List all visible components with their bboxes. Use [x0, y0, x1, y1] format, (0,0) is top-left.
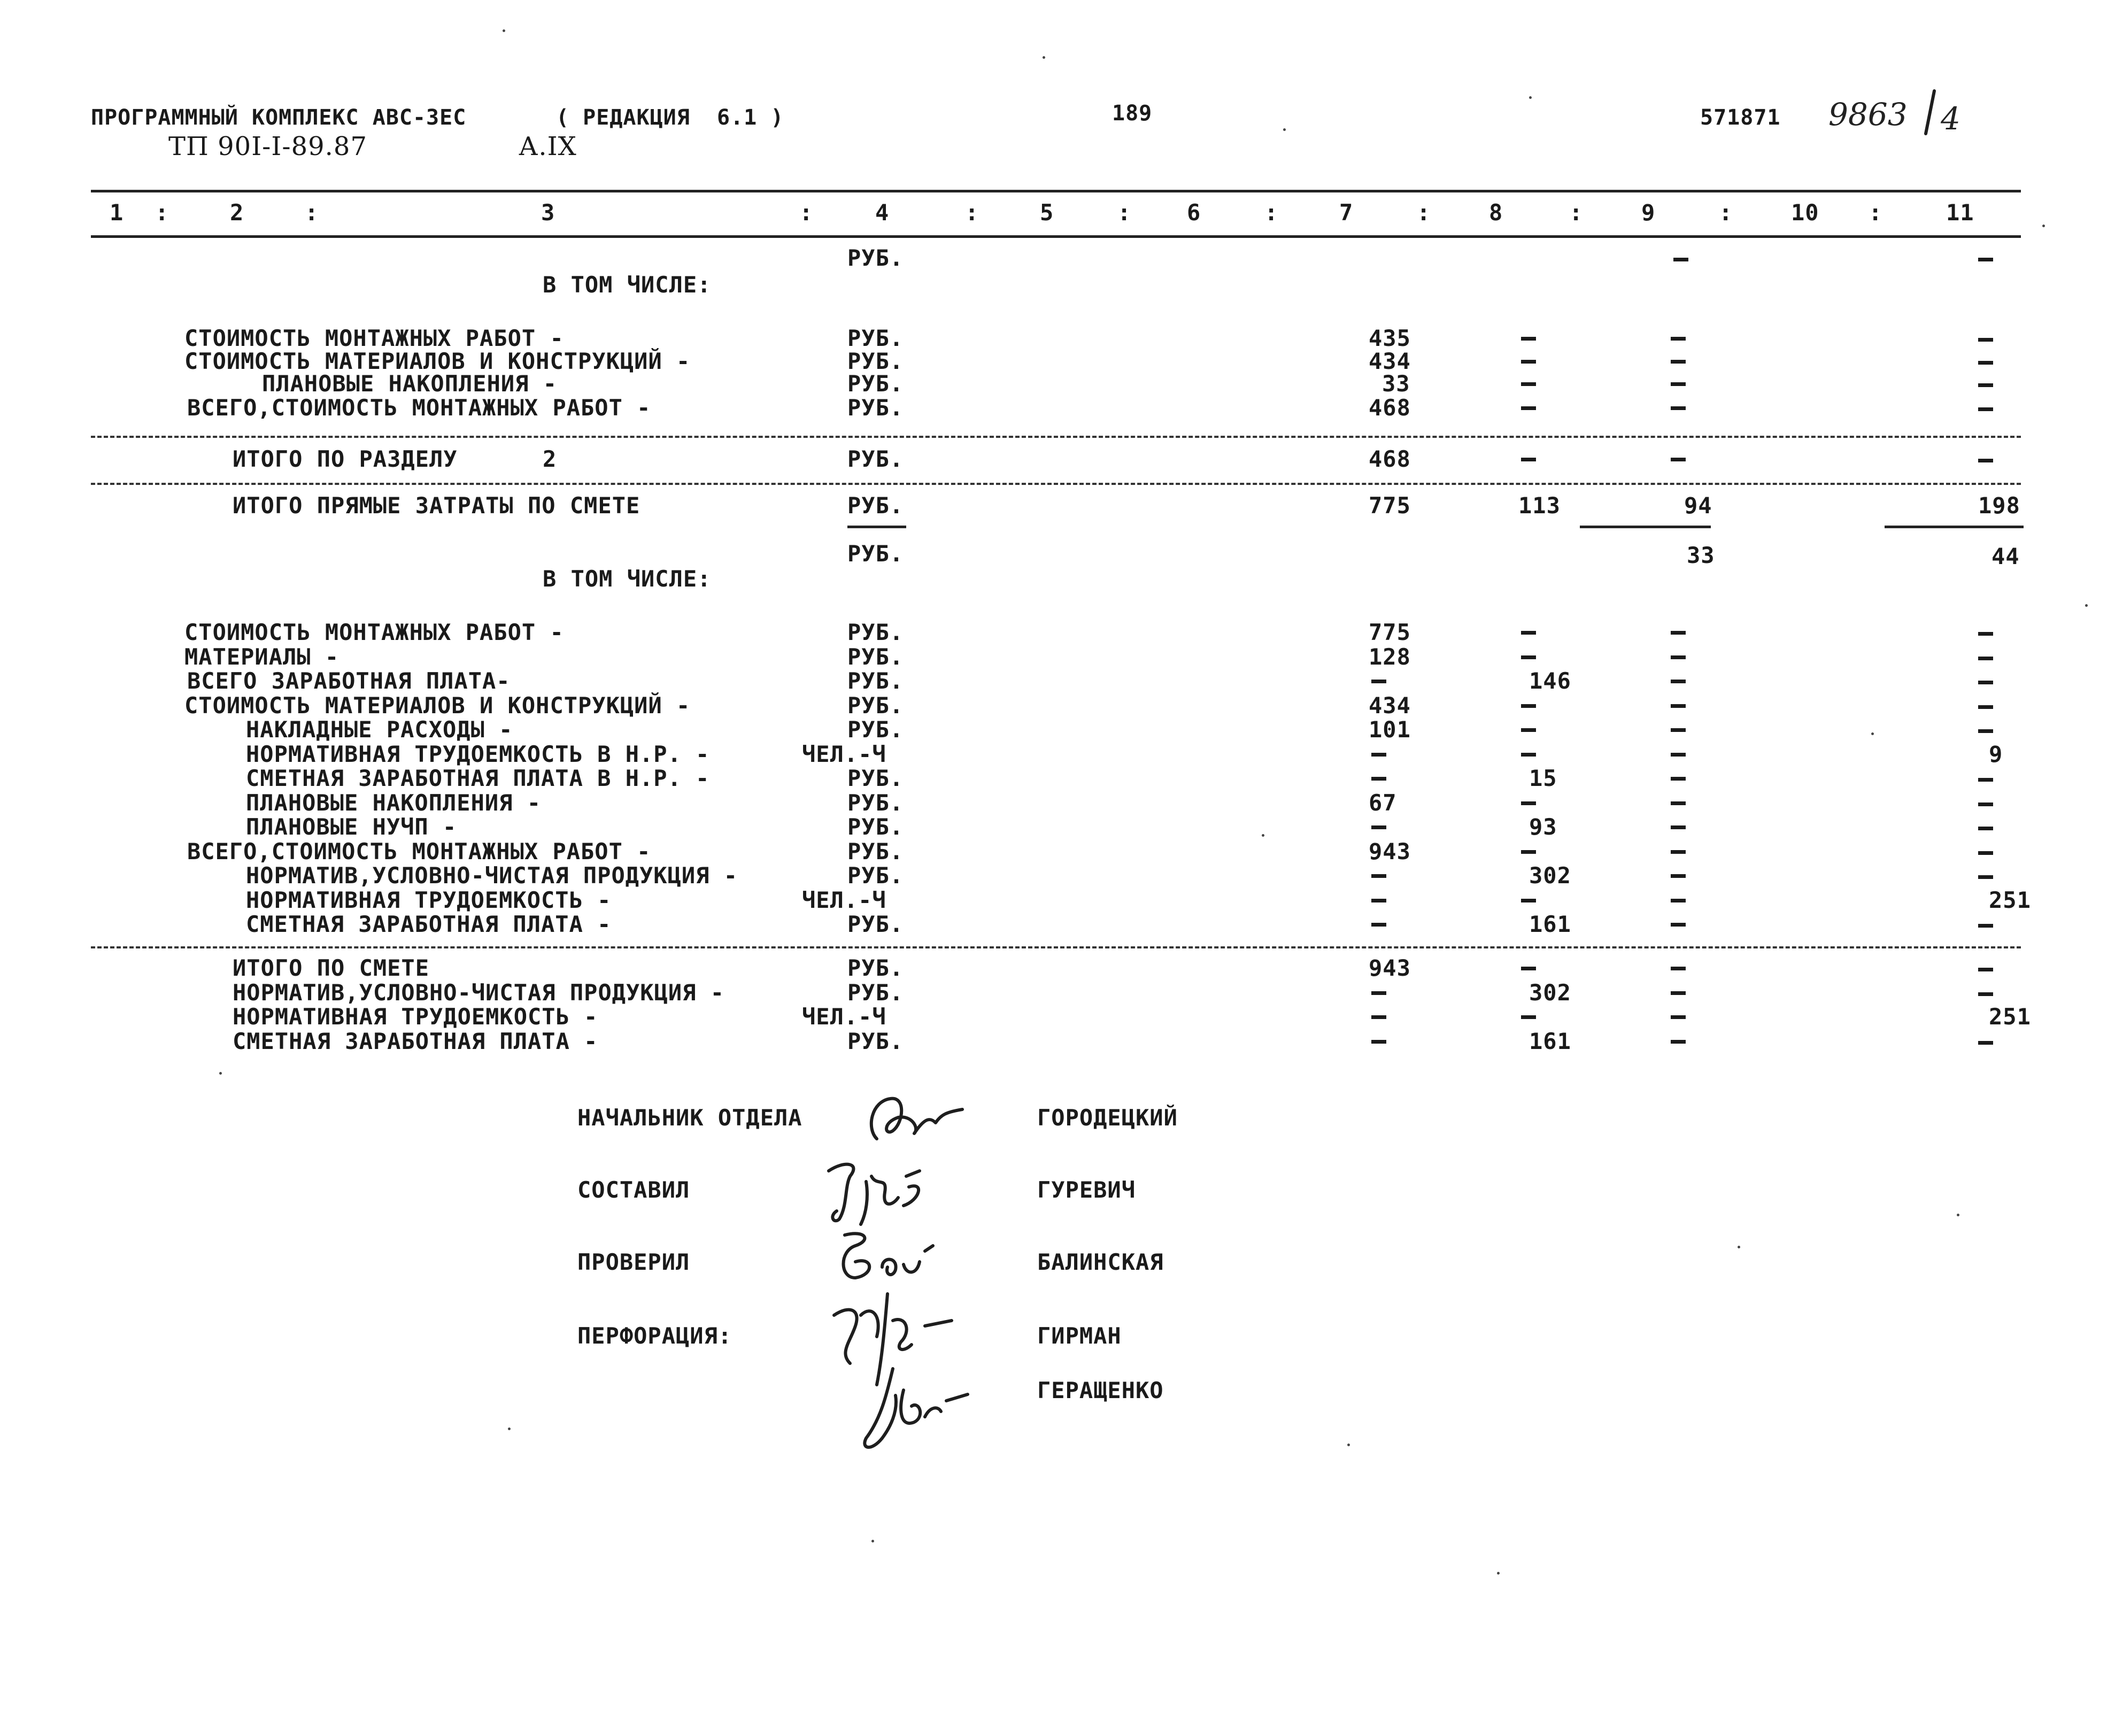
- underline: [1580, 526, 1711, 528]
- dash-mark: [1978, 681, 1993, 684]
- dash-mark: [1671, 777, 1686, 781]
- dash-mark: [1371, 777, 1386, 781]
- unit-cell: РУБ.: [847, 245, 904, 271]
- dash-mark: [1521, 801, 1536, 805]
- signature-role: ПРОВЕРИЛ: [577, 1249, 690, 1275]
- dash-mark: [1371, 680, 1386, 683]
- dash-mark: [1978, 1041, 1993, 1045]
- unit-cell: РУБ.: [847, 955, 904, 981]
- cell-col7: 775: [1369, 492, 1411, 519]
- scan-speck: [1738, 1246, 1740, 1248]
- cell-col11: 251: [1989, 886, 2031, 913]
- unit-cell: РУБ.: [847, 348, 904, 374]
- cell-col11: 251: [1989, 1004, 2031, 1030]
- unit-cell: РУБ.: [847, 395, 904, 421]
- dash-mark: [1671, 1040, 1686, 1044]
- scan-speck: [1497, 1572, 1500, 1575]
- row-label: НАКЛАДНЫЕ РАСХОДЫ -: [246, 716, 513, 743]
- row-label: СМЕТНАЯ ЗАРАБОТНАЯ ПЛАТА -: [246, 911, 612, 937]
- dash-mark: [1671, 1015, 1686, 1019]
- unit-cell: РУБ.: [847, 862, 904, 889]
- dash-mark: [1371, 991, 1386, 995]
- column-header: 7: [1339, 199, 1354, 226]
- column-separator: :: [305, 199, 319, 226]
- dash-mark: [1671, 923, 1686, 927]
- dash-mark: [1978, 851, 1993, 855]
- cell-col7: 128: [1369, 643, 1411, 670]
- dash-mark: [1978, 778, 1993, 782]
- cell-col7: 468: [1369, 446, 1411, 472]
- cell-col8: 15: [1529, 765, 1557, 791]
- cell-col7: 434: [1369, 348, 1411, 374]
- dash-mark: [1521, 850, 1536, 854]
- dash-mark: [1521, 967, 1536, 970]
- handwritten-signature: [861, 1085, 968, 1149]
- row-divider: [91, 436, 2021, 438]
- signature-role: НАЧАЛЬНИК ОТДЕЛА: [577, 1105, 802, 1131]
- column-separator: :: [1117, 199, 1132, 226]
- column-header: 11: [1946, 199, 1974, 226]
- column-header: 6: [1187, 199, 1201, 226]
- dash-mark: [1671, 631, 1686, 635]
- dash-mark: [1371, 874, 1386, 878]
- handwritten-signature: [818, 1155, 946, 1230]
- cell-col8: 93: [1529, 814, 1557, 840]
- handwritten-reference: 9863: [1828, 96, 1908, 133]
- dash-mark: [1671, 728, 1686, 732]
- dash-mark: [1521, 1015, 1536, 1019]
- cell-col8: 146: [1529, 668, 1571, 694]
- cell-col8: 113: [1518, 492, 1561, 519]
- dash-mark: [1978, 632, 1993, 636]
- table-top-border: [91, 190, 2021, 192]
- dash-mark: [1671, 337, 1686, 341]
- unit-cell: ЧЕЛ.-Ч: [802, 886, 886, 913]
- column-header-bottom-border: [91, 235, 2021, 238]
- dash-mark: [1978, 968, 1993, 971]
- dash-mark: [1371, 753, 1386, 757]
- column-separator: :: [799, 199, 814, 226]
- dash-mark: [1978, 657, 1993, 660]
- cell-col7: 943: [1369, 838, 1411, 865]
- dash-mark: [1671, 406, 1686, 410]
- column-separator: :: [155, 199, 169, 226]
- row-label: СМЕТНАЯ ЗАРАБОТНАЯ ПЛАТА В Н.Р. -: [246, 765, 710, 791]
- row-divider: [91, 946, 2021, 948]
- dash-mark: [1978, 407, 1993, 411]
- cell-col7: 775: [1369, 619, 1411, 645]
- unit-cell: РУБ.: [847, 541, 904, 567]
- row-label: ИТОГО ПО РАЗДЕЛУ: [233, 446, 458, 472]
- dash-mark: [1978, 459, 1993, 462]
- dash-mark: [1371, 1040, 1386, 1044]
- signature-name: БАЛИНСКАЯ: [1037, 1249, 1164, 1275]
- dash-mark: [1521, 337, 1536, 341]
- row-label: СТОИМОСТЬ МОНТАЖНЫХ РАБОТ -: [184, 325, 564, 351]
- unit-cell: РУБ.: [847, 619, 904, 645]
- column-header: 8: [1489, 199, 1503, 226]
- row-label: ВСЕГО,СТОИМОСТЬ МОНТАЖНЫХ РАБОТ -: [187, 838, 651, 865]
- row-label: ИТОГО ПРЯМЫЕ ЗАТРАТЫ ПО СМЕТЕ: [233, 492, 640, 519]
- dash-mark: [1978, 827, 1993, 830]
- signature-name: ГИРМАН: [1037, 1323, 1122, 1349]
- unit-cell: РУБ.: [847, 371, 904, 397]
- dash-mark: [1521, 406, 1536, 410]
- dash-mark: [1671, 382, 1686, 386]
- dash-mark: [1978, 992, 1993, 996]
- dash-mark: [1521, 704, 1536, 708]
- dash-mark: [1371, 899, 1386, 902]
- column-header: 3: [541, 199, 555, 226]
- row-label: НОРМАТИВНАЯ ТРУДОЕМКОСТЬ -: [246, 886, 612, 913]
- cell-col7: 434: [1369, 692, 1411, 719]
- section-code: А.IX: [519, 132, 577, 161]
- unit-cell: РУБ.: [847, 643, 904, 670]
- row-label: СТОИМОСТЬ МАТЕРИАЛОВ И КОНСТРУКЦИЙ -: [184, 692, 691, 719]
- dash-mark: [1978, 924, 1993, 928]
- cell-col7: 101: [1369, 716, 1411, 743]
- handwritten-suffix: 4: [1941, 101, 1960, 137]
- dash-mark: [1521, 753, 1536, 757]
- signature-name: ГОРОДЕЦКИЙ: [1037, 1105, 1178, 1131]
- cell-col11: 198: [1978, 492, 2020, 519]
- document-code: 571871: [1700, 105, 1781, 130]
- column-header: 10: [1791, 199, 1819, 226]
- signature-name: ГЕРАЩЕНКО: [1037, 1377, 1164, 1403]
- dash-mark: [1671, 850, 1686, 854]
- dash-mark: [1671, 680, 1686, 683]
- scan-speck: [2042, 225, 2045, 227]
- dash-mark: [1671, 991, 1686, 995]
- scan-speck: [2085, 604, 2088, 607]
- cell-col9: 33: [1687, 542, 1715, 568]
- unit-cell: ЧЕЛ.-Ч: [802, 740, 886, 767]
- signature-name: ГУРЕВИЧ: [1037, 1177, 1136, 1203]
- row-label: НОРМАТИВ,УСЛОВНО-ЧИСТАЯ ПРОДУКЦИЯ -: [233, 979, 725, 1006]
- dash-mark: [1671, 967, 1686, 970]
- dash-mark: [1521, 728, 1536, 732]
- row-label: ПЛАНОВЫЕ НАКОПЛЕНИЯ -: [262, 371, 558, 397]
- row-label: СТОИМОСТЬ МОНТАЖНЫХ РАБОТ -: [184, 619, 564, 645]
- scan-speck: [1347, 1444, 1350, 1446]
- unit-cell: РУБ.: [847, 814, 904, 840]
- section-number: 2: [543, 446, 557, 472]
- dash-mark: [1671, 360, 1686, 364]
- unit-cell: РУБ.: [847, 1028, 904, 1054]
- dash-mark: [1673, 258, 1688, 261]
- unit-cell: РУБ.: [847, 765, 904, 791]
- dash-mark: [1521, 360, 1536, 364]
- unit-cell: РУБ.: [847, 325, 904, 351]
- underline: [1885, 526, 2024, 528]
- dash-mark: [1978, 383, 1993, 387]
- unit-cell: РУБ.: [847, 446, 904, 472]
- page-number: 189: [1112, 101, 1153, 126]
- row-label: НОРМАТИВНАЯ ТРУДОЕМКОСТЬ В Н.Р. -: [246, 740, 710, 767]
- unit-cell: РУБ.: [847, 692, 904, 719]
- column-separator: :: [1869, 199, 1883, 226]
- column-separator: :: [1264, 199, 1279, 226]
- handwritten-slash-mark: [1919, 88, 1941, 136]
- unit-cell: РУБ.: [847, 789, 904, 816]
- column-header: 9: [1641, 199, 1656, 226]
- scan-speck: [1871, 732, 1874, 735]
- dash-mark: [1978, 875, 1993, 879]
- column-separator: :: [1417, 199, 1431, 226]
- cell-col7: 67: [1369, 789, 1397, 816]
- unit-cell: РУБ.: [847, 492, 904, 519]
- handwritten-signature: [845, 1358, 973, 1454]
- row-label: ПЛАНОВЫЕ НУЧП -: [246, 814, 457, 840]
- cell-col7: 33: [1382, 371, 1410, 397]
- dash-mark: [1521, 458, 1536, 461]
- unit-cell: РУБ.: [847, 668, 904, 694]
- dash-mark: [1671, 753, 1686, 757]
- scan-speck: [1043, 56, 1045, 59]
- row-label: СМЕТНАЯ ЗАРАБОТНАЯ ПЛАТА -: [233, 1028, 598, 1054]
- subheading: В ТОМ ЧИСЛЕ:: [543, 566, 712, 592]
- row-divider: [91, 483, 2021, 485]
- cell-col8: 161: [1529, 911, 1571, 937]
- scan-speck: [871, 1540, 874, 1542]
- dash-mark: [1978, 705, 1993, 709]
- unit-cell: РУБ.: [847, 979, 904, 1006]
- dash-mark: [1521, 655, 1536, 659]
- dash-mark: [1671, 899, 1686, 902]
- scan-speck: [1262, 834, 1264, 837]
- row-label: ПЛАНОВЫЕ НАКОПЛЕНИЯ -: [246, 789, 542, 816]
- dash-mark: [1371, 923, 1386, 927]
- scan-speck: [219, 1072, 222, 1075]
- scan-speck: [1957, 1214, 1959, 1216]
- unit-cell: РУБ.: [847, 716, 904, 743]
- column-separator: :: [965, 199, 979, 226]
- column-separator: :: [1569, 199, 1584, 226]
- dash-mark: [1978, 258, 1993, 261]
- row-label: НОРМАТИВНАЯ ТРУДОЕМКОСТЬ -: [233, 1004, 598, 1030]
- unit-cell: РУБ.: [847, 838, 904, 865]
- column-header: 1: [110, 199, 124, 226]
- dash-mark: [1521, 631, 1536, 635]
- row-label: МАТЕРИАЛЫ -: [184, 643, 339, 670]
- cell-col7: 435: [1369, 325, 1411, 351]
- document-id: ТП 90I-I-89.87: [168, 132, 367, 161]
- underline: [847, 526, 906, 528]
- dash-mark: [1978, 338, 1993, 342]
- dash-mark: [1978, 361, 1993, 365]
- edition-label: ( РЕДАКЦИЯ 6.1 ): [556, 105, 784, 130]
- column-header: 5: [1040, 199, 1054, 226]
- cell-col11: 9: [1989, 740, 2003, 767]
- scan-speck: [1529, 96, 1532, 99]
- dash-mark: [1371, 825, 1386, 829]
- dash-mark: [1671, 874, 1686, 878]
- unit-cell: РУБ.: [847, 911, 904, 937]
- dash-mark: [1978, 729, 1993, 733]
- dash-mark: [1671, 801, 1686, 805]
- cell-col9: 94: [1684, 492, 1712, 519]
- scan-speck: [508, 1428, 511, 1430]
- column-header: 2: [230, 199, 244, 226]
- column-header: 4: [875, 199, 890, 226]
- subheading: В ТОМ ЧИСЛЕ:: [543, 272, 712, 298]
- dash-mark: [1671, 655, 1686, 659]
- cell-col11: 44: [1992, 543, 2020, 569]
- cell-col7: 468: [1369, 395, 1411, 421]
- cell-col8: 161: [1529, 1028, 1571, 1054]
- dash-mark: [1521, 382, 1536, 386]
- row-label: ИТОГО ПО СМЕТЕ: [233, 955, 430, 981]
- cell-col7: 943: [1369, 955, 1411, 981]
- cell-col8: 302: [1529, 862, 1571, 889]
- row-label: СТОИМОСТЬ МАТЕРИАЛОВ И КОНСТРУКЦИЙ -: [184, 348, 691, 374]
- column-separator: :: [1719, 199, 1733, 226]
- dash-mark: [1671, 825, 1686, 829]
- row-label: НОРМАТИВ,УСЛОВНО-ЧИСТАЯ ПРОДУКЦИЯ -: [246, 862, 738, 889]
- dash-mark: [1978, 803, 1993, 806]
- program-title: ПРОГРАММНЫЙ КОМПЛЕКС АВС-3ЕС: [91, 105, 467, 130]
- signature-role: СОСТАВИЛ: [577, 1177, 690, 1203]
- signature-role: ПЕРФОРАЦИЯ:: [577, 1323, 732, 1349]
- dash-mark: [1371, 1015, 1386, 1019]
- row-label: ВСЕГО,СТОИМОСТЬ МОНТАЖНЫХ РАБОТ -: [187, 395, 651, 421]
- cell-col8: 302: [1529, 979, 1571, 1006]
- scan-speck: [503, 29, 505, 32]
- unit-cell: ЧЕЛ.-Ч: [802, 1004, 886, 1030]
- row-label: ВСЕГО ЗАРАБОТНАЯ ПЛАТА-: [187, 668, 511, 694]
- dash-mark: [1671, 458, 1686, 461]
- dash-mark: [1671, 704, 1686, 708]
- scan-speck: [1283, 128, 1286, 131]
- dash-mark: [1521, 899, 1536, 902]
